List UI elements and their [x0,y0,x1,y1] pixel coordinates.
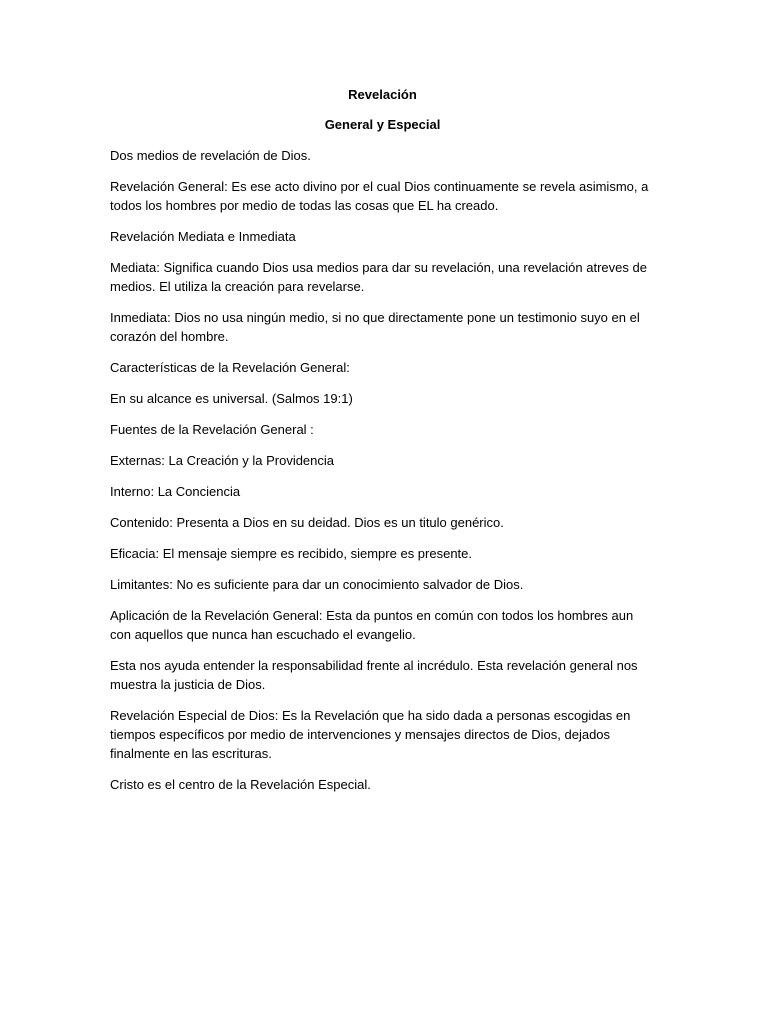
paragraph-text: El mensaje siempre es recibido, siempre es presente. [159,546,473,561]
paragraph-cristo-centro: Cristo es el centro de la Revelación Especial. [110,777,371,792]
paragraph-limitantes [110,575,655,594]
document-subtitle: General y Especial [324,117,441,132]
paragraph-text: No es suficiente para dar un conocimiento salvador de Dios. [172,577,524,592]
section-heading-fuentes: Fuentes de la Revelación General : [110,422,314,437]
paragraph-text: Dios no usa ningún medio, si no que directamente pone un testimonio suyo en el corazón del hombre. [110,310,640,344]
paragraph-intro: Dos medios de revelación de Dios. [110,148,311,163]
paragraph-label: Inmediata: [110,310,171,325]
paragraph-revelacion-especial [110,706,655,763]
paragraph-responsabilidad: Esta nos ayuda entender la responsabilidad frente al incrédulo. Esta revelación general nos muestra la justicia de Dios. [110,658,638,692]
paragraph-eficacia [110,544,655,563]
paragraph-text: Esta da puntos en común con todos los hombres aun con aquellos que nunca han escuchado el evangelio. [110,608,634,642]
paragraph-label: Contenido: [110,515,173,530]
paragraph-aplicacion [110,606,655,644]
paragraph-externas [110,451,655,470]
paragraph-label: Limitantes: [110,577,173,592]
paragraph-label: Externas: [110,453,165,468]
paragraph-label: Eficacia: [110,546,160,561]
paragraph-text: Presenta a Dios en su deidad. Dios es un titulo genérico. [172,515,504,530]
paragraph-label: Interno: [110,484,155,499]
paragraph-text: Significa cuando Dios usa medios para dar su revelación, una revelación atreves de medios. El utiliza la creación para revelarse. [110,260,647,294]
document-page [110,85,655,806]
paragraph-text: La Conciencia [154,484,241,499]
paragraph-inmediata [110,308,655,346]
paragraph-contenido [110,513,655,532]
paragraph-label: Revelación Especial de Dios: [110,708,279,723]
paragraph-label: Mediata: [110,260,160,275]
paragraph-label: Revelación General: [110,179,228,194]
paragraph-label: Aplicación de la Revelación General: [110,608,323,623]
document-title: Revelación [348,87,417,102]
paragraph-text: Es la Revelación que ha sido dada a personas escogidas en tiempos específicos por medio de intervenciones y mensajes directos de Dios, dejados finalmente en las escrituras. [110,708,631,761]
paragraph-alcance: En su alcance es universal. (Salmos 19:1) [110,391,353,406]
paragraph-text: La Creación y la Providencia [164,453,335,468]
paragraph-interno [110,482,655,501]
section-heading-caracteristicas: Características de la Revelación General: [110,360,350,375]
paragraph-mediata [110,258,655,296]
paragraph-text: Es ese acto divino por el cual Dios continuamente se revela asimismo, a todos los hombres por medio de todas las cosas que EL ha creado. [110,179,649,213]
section-heading-mediata-inmediata: Revelación Mediata e Inmediata [110,229,296,244]
paragraph-revelacion-general [110,177,655,215]
